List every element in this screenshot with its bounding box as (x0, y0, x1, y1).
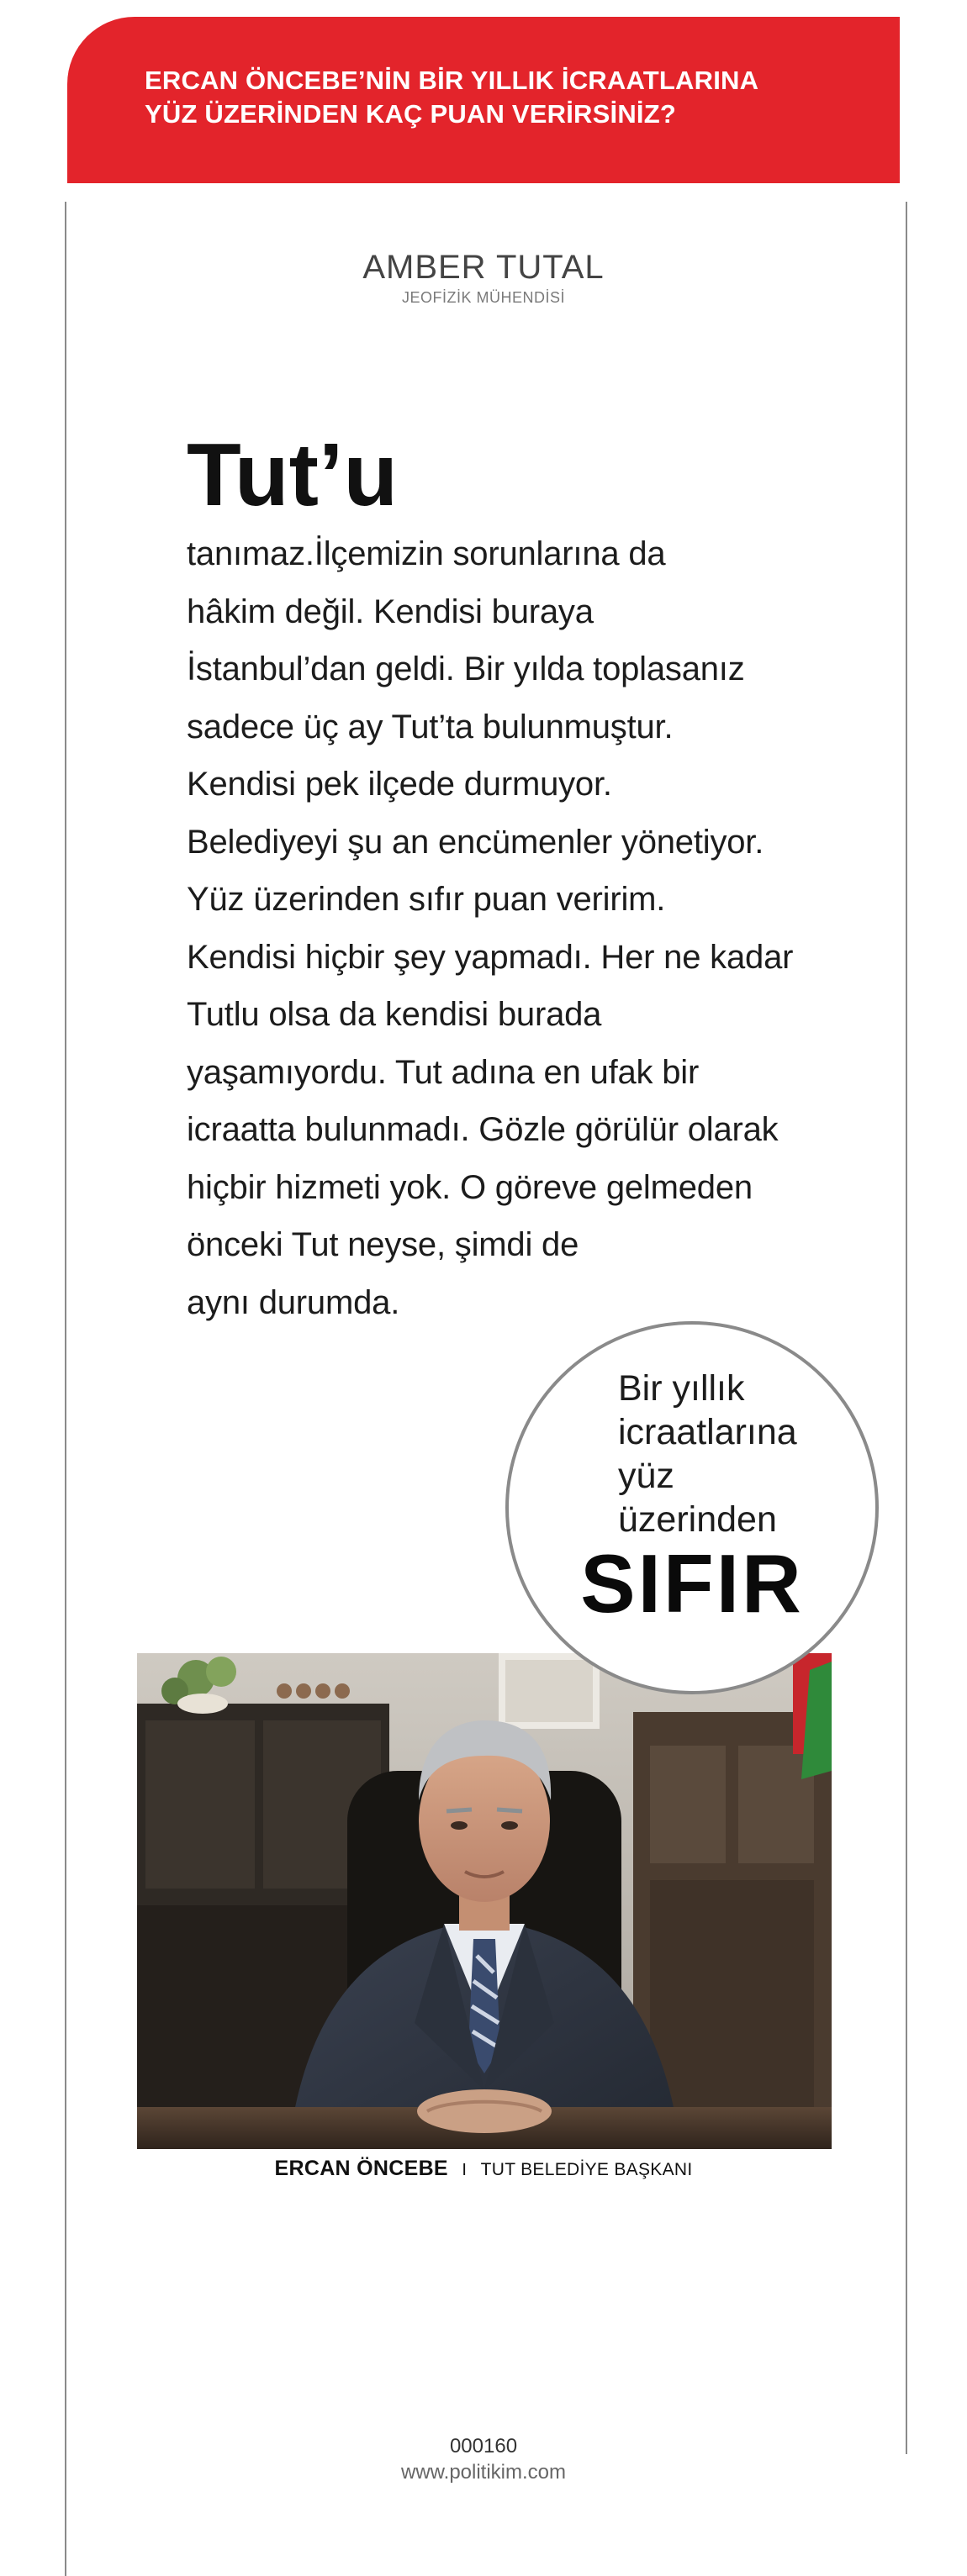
caption-separator: I (462, 2161, 468, 2179)
score-caption: Bir yıllık icraatlarına yüz üzerinden (618, 1368, 797, 1540)
author-name: AMBER TUTAL (362, 249, 605, 286)
article-lead-word: Tut’u (187, 425, 399, 524)
footer (0, 2434, 967, 2486)
author-block (0, 249, 967, 307)
mayor-photo-illustration (137, 1653, 832, 2149)
photo-caption (0, 2157, 967, 2181)
right-vertical-rule (906, 202, 907, 2454)
left-vertical-rule (65, 202, 66, 2576)
caption-role: TUT BELEDİYE BAŞKANI (480, 2160, 693, 2179)
score-circle (505, 1321, 879, 1694)
score-value: SIFIR (580, 1537, 804, 1630)
author-title: JEOFİZİK MÜHENDİSİ (401, 289, 565, 306)
header-banner (67, 17, 900, 183)
mayor-photo (137, 1653, 832, 2149)
footer-code: 000160 (449, 2435, 518, 2457)
caption-name: ERCAN ÖNCEBE (274, 2157, 448, 2180)
article (187, 424, 826, 1331)
header-title: ERCAN ÖNCEBE’NİN BİR YILLIK İCRAATLARINA YÜZ ÜZERİNDEN KAÇ PUAN VERİRSİNİZ? (145, 66, 759, 129)
article-body: tanımaz.İlçemizin sorunlarına da hâkim değil. Kendisi buraya İstanbul’dan geldi. Bir yılda toplasanız sadece üç ay Tut’ta bulunmuştur. Kendisi pek ilçede durmuyor. Belediyeyi şu an encümenler yönetiyor. Yüz üzerinden sıfır puan veririm. Kendisi hiçbir şey yapmadı. Her ne kadar Tutlu olsa da kendisi burada yaşamıyordu. Tut adına en ufak bir icraatta bulunmadı. Gözle görülür olarak hiçbir hizmeti yok. O göreve gelmeden önceki Tut neyse, şimdi de aynı durumda. (187, 535, 794, 1321)
footer-url[interactable]: www.politikim.com (400, 2461, 567, 2484)
